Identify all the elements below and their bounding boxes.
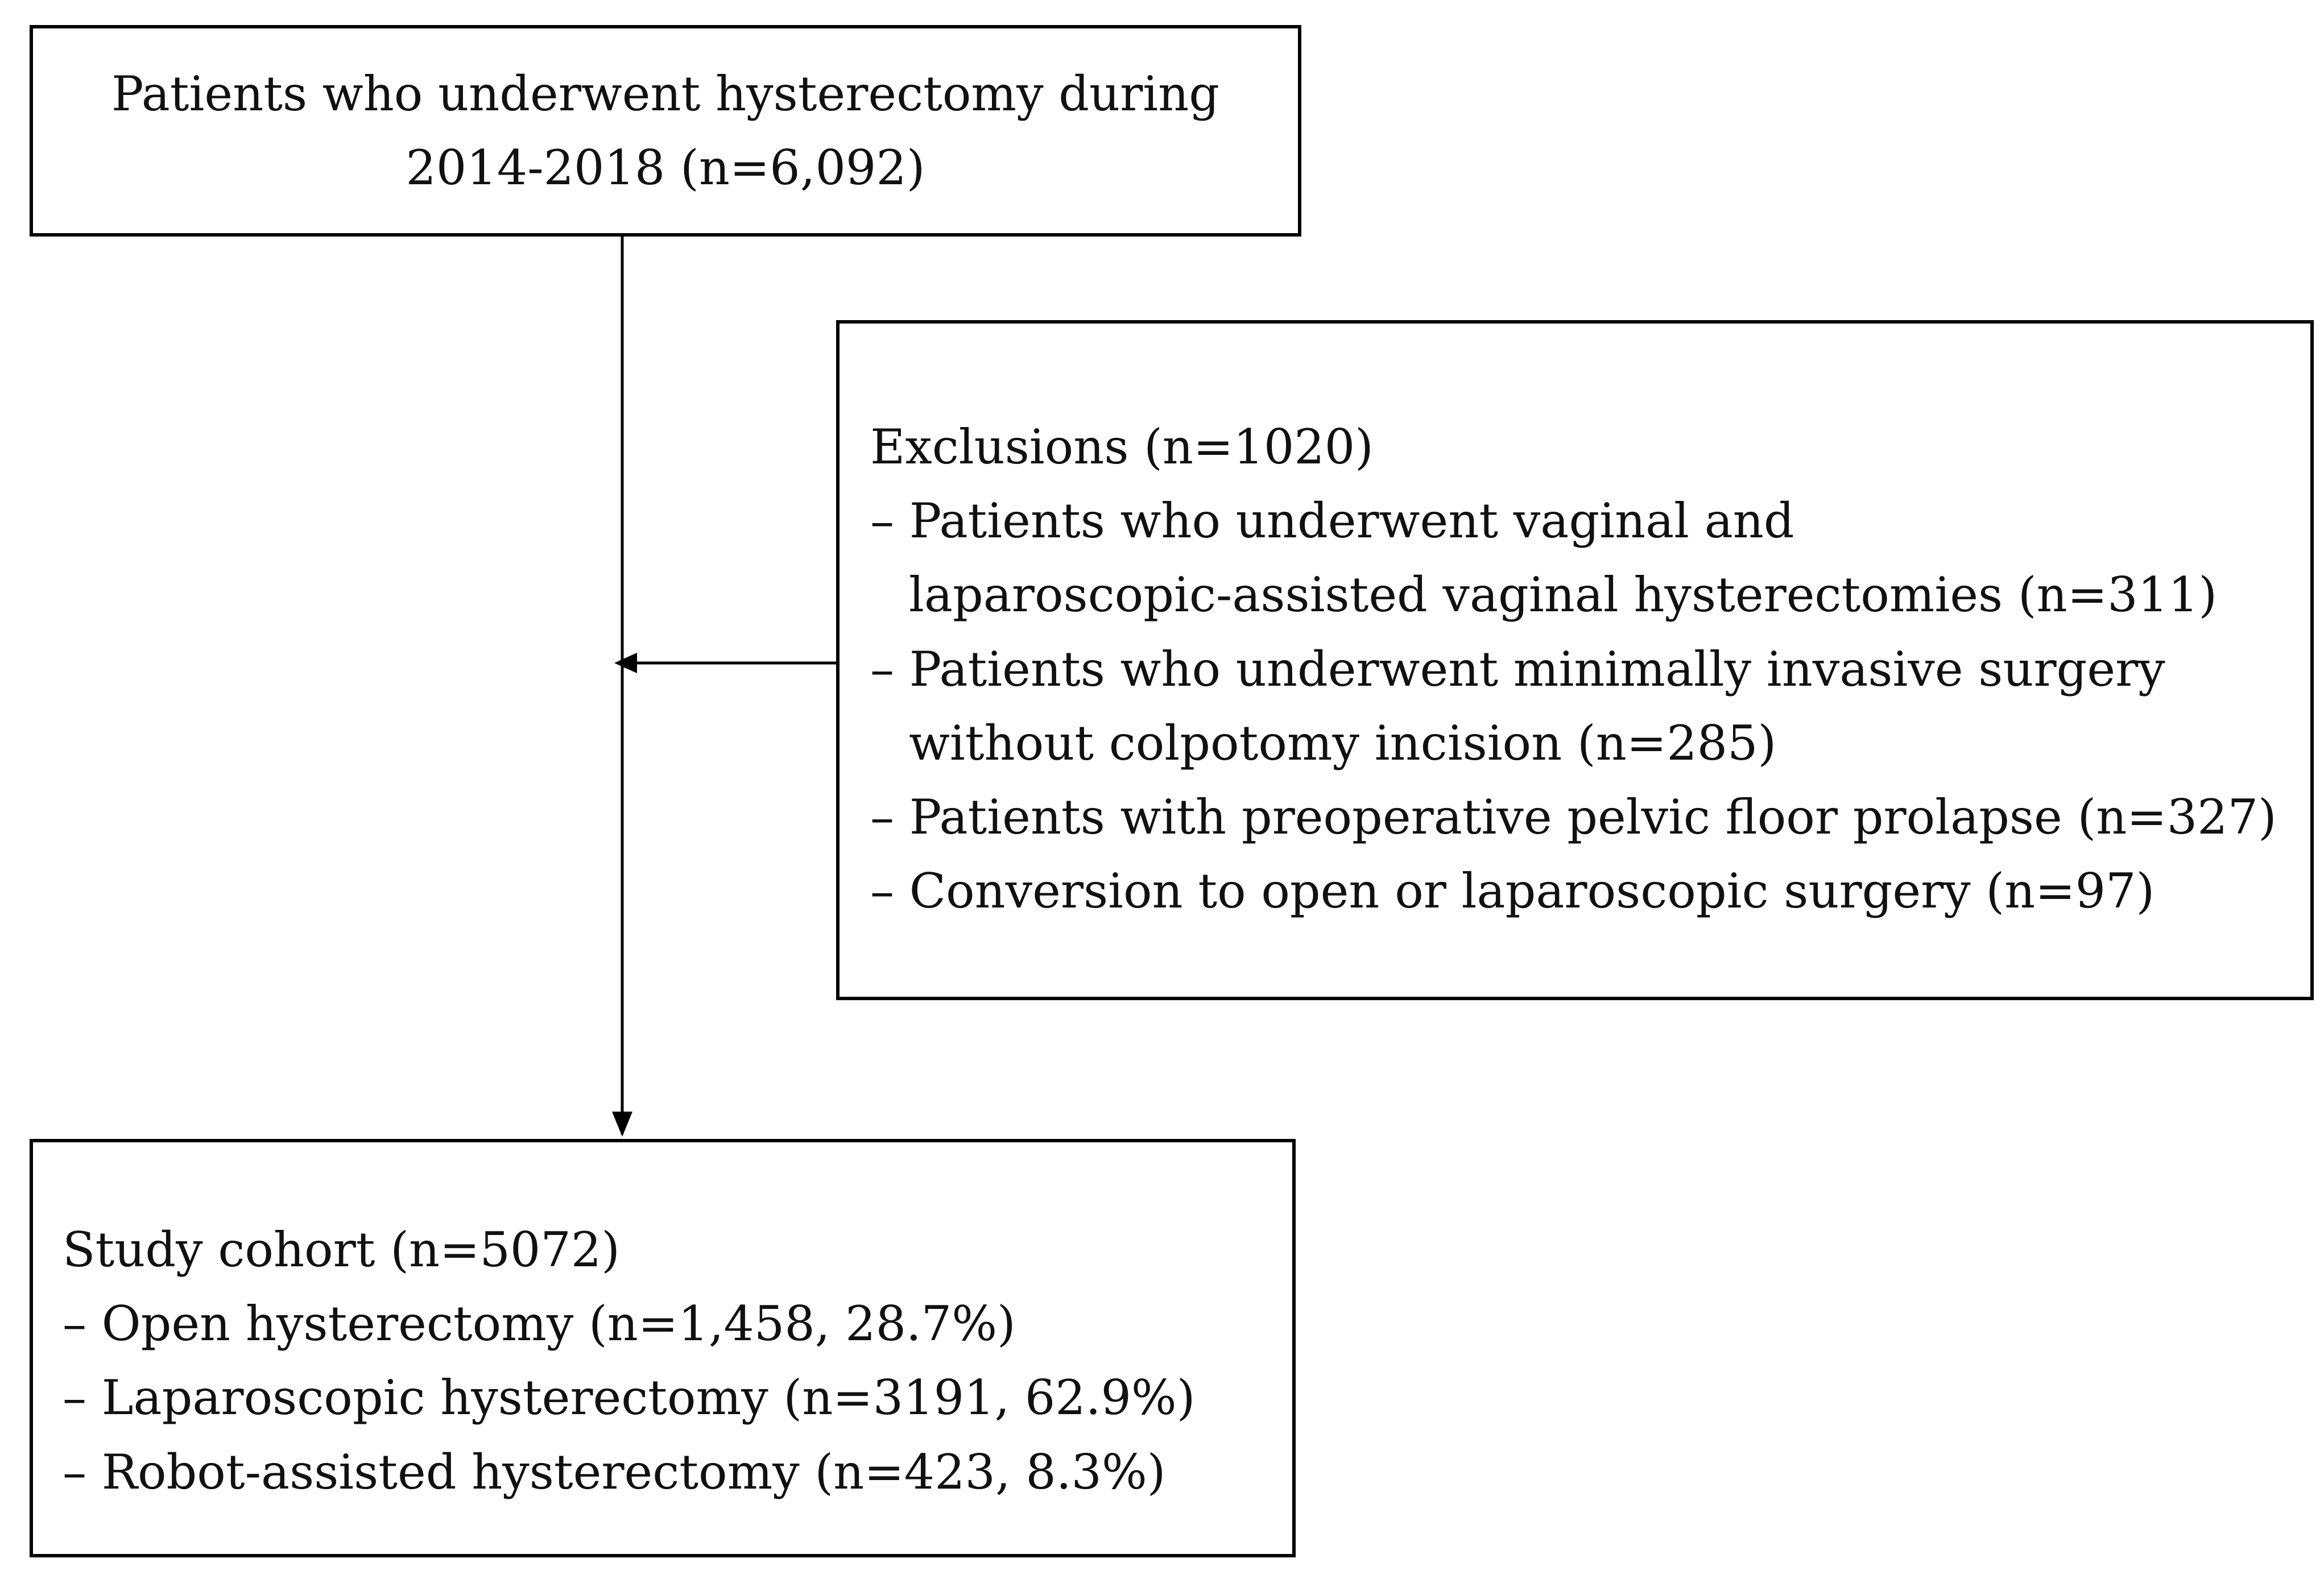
exclusion-item-1-line-1: Patients who underwent vaginal and — [909, 493, 1794, 549]
cohort-item-robot-text: Robot-assisted hysterectomy (n=423, 8.3%) — [101, 1444, 1166, 1500]
exclusion-item-1 — [870, 484, 2310, 632]
cohort-item-laparoscopic-bullet: – — [63, 1370, 86, 1426]
cohort-heading: Study cohort (n=5072) — [63, 1222, 621, 1278]
exclusion-item-4-bullet: – — [870, 863, 894, 919]
cohort-item-open — [63, 1287, 1292, 1361]
source-line-2: 2014-2018 (n=6,092) — [406, 140, 925, 196]
exclusion-arrowhead — [614, 653, 637, 673]
exclusion-item-4-line-1: Conversion to open or laparoscopic surgery (n=97) — [909, 863, 2155, 919]
cohort-item-laparoscopic — [63, 1361, 1292, 1435]
exclusions-box — [836, 320, 2314, 1000]
exclusion-item-3-bullet: – — [870, 789, 894, 845]
source-line-1: Patients who underwent hysterectomy during — [111, 65, 1220, 122]
exclusion-item-2 — [870, 632, 2310, 780]
cohort-item-open-text: Open hysterectomy (n=1,458, 28.7%) — [101, 1296, 1016, 1352]
cohort-item-laparoscopic-text: Laparoscopic hysterectomy (n=3191, 62.9%) — [101, 1370, 1196, 1426]
cohort-item-open-bullet: – — [63, 1296, 86, 1352]
cohort-item-robot-bullet: – — [63, 1444, 86, 1500]
exclusion-item-2-line-2: without colpotomy incision (n=285) — [909, 715, 1777, 771]
exclusion-item-2-bullet: – — [870, 641, 894, 697]
study-cohort-box — [30, 1139, 1296, 1557]
source-population-box — [30, 25, 1301, 237]
exclusion-item-3 — [870, 780, 2310, 854]
exclusion-item-2-line-1: Patients who underwent minimally invasive surgery — [909, 641, 2165, 697]
exclusion-item-1-line-2: laparoscopic-assisted vaginal hysterectomies (n=311) — [909, 567, 2218, 623]
exclusion-item-1-bullet: – — [870, 493, 894, 549]
main-flow-arrowhead — [612, 1112, 632, 1137]
exclusions-heading: Exclusions (n=1020) — [870, 419, 1374, 475]
exclusion-item-4 — [870, 854, 2310, 928]
exclusion-item-3-line-1: Patients with preoperative pelvic floor prolapse (n=327) — [909, 789, 2277, 845]
cohort-item-robot — [63, 1435, 1292, 1509]
